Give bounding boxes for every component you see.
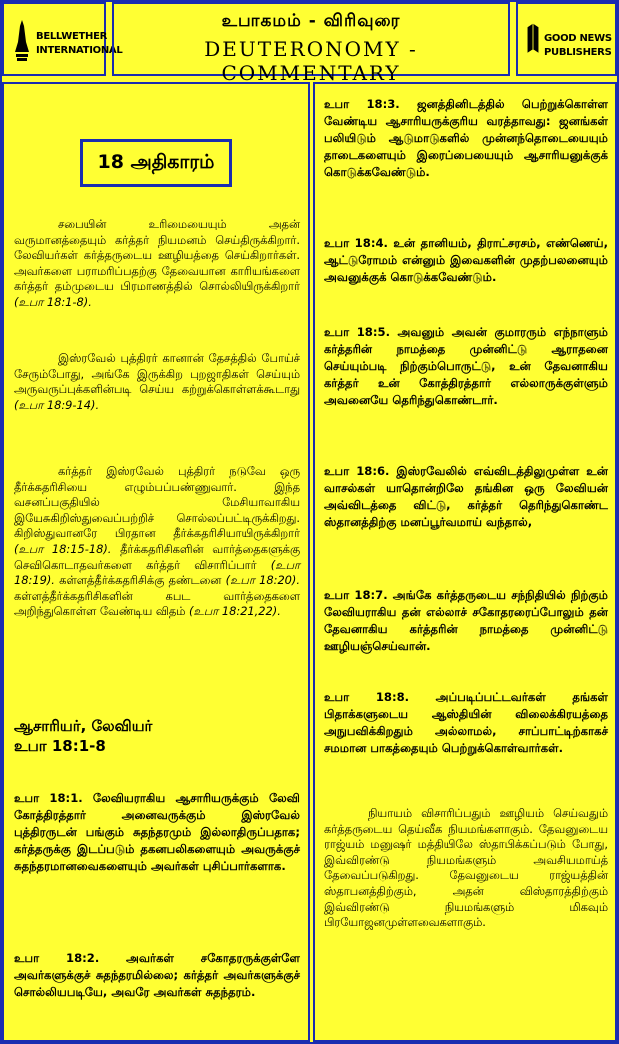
right-column <box>313 82 617 1042</box>
third-text-c: தீர்க்கதரிசிகளின் வார்த்தைகளுக்கு செவிகொடாதவர்களை கர்த்தர் விசாரிப்பார் <box>14 541 300 572</box>
bell-logo-icon <box>14 18 30 62</box>
verse-18-3: உபா 18:3. ஜனத்தினிடத்தில் பெற்றுக்கொள்ள வேண்டிய ஆசாரியருக்குரிய வரத்தாவது: ஜனங்கள் பலியிடும் ஆடுமாடுகளில் முன்னந்தொடையையும் தாடைகளையும் இரைப்பையையும் ஆசாரியனுக்குக் கொடுக்கவேண்டும். <box>324 97 608 179</box>
section-title <box>14 716 152 756</box>
third-ref-f: (உபா 18:20). <box>225 573 300 588</box>
third-text-a: கர்த்தர் இஸ்ரவேல் புத்திரர் நடுவே ஒரு தீர்க்கதரிசியை எழும்பப்பண்ணுவார். இந்த வசனப்பகுதியில் மேசியாவாகிய இயேசுகிறிஸ்துவைப்பற்றிச் சொல்லப்பட்டிருக்கிறது. கிறிஸ்துவானரே பிரதான தீர்க்கதரிசியாயிருக்கிறார் <box>14 464 300 541</box>
third-ref-d: (உபா 18:19). <box>14 557 301 588</box>
title-english: DEUTERONOMY - COMMENTARY <box>204 37 418 85</box>
verse-18-1: உபா 18:1. லேவியராகிய ஆசாரியருக்கும் லேவி கோத்திரத்தார் அனைவருக்கும் இஸ்ரவேல் புத்திரருடன் பங்கும் சுதந்தரமும் இல்லாதிருப்பதாக; கர்த்தருக்கு இடப்படும் தகனபலிகளையும் அவருக்குச் சுதந்தரமானவைகளையும் அவர்கள் புசிப்பார்களாக. <box>14 791 300 873</box>
verse-18-7: உபா 18:7. அங்கே கர்த்தருடைய சந்நிதியில் நிற்கும் லேவியராகிய தன் எல்லாச் சகோதரரைப்போலும் தன் தேவனாகிய கர்த்தரின் நாமத்தை முன்னிட்டு ஊழியஞ்செய்வான். <box>324 588 608 653</box>
logo-right-text <box>544 32 612 60</box>
section-title-text: ஆசாரியர், லேவியர் <box>14 717 153 735</box>
second-ref: (உபா 18:9-14). <box>14 397 100 412</box>
logo-right-line1: GOOD NEWS <box>544 33 612 44</box>
third-paragraph <box>14 464 300 620</box>
verse-18-4: உபா 18:4. உன் தானியம், திராட்சரசம், எண்ணெய், ஆட்டுரோமம் என்னும் இவைகளின் முதற்பலனையும் அவனுக்குக் கொடுக்கவேண்டும். <box>324 236 608 284</box>
intro-paragraph <box>14 217 300 311</box>
second-paragraph <box>14 351 300 413</box>
second-text: இஸ்ரவேல் புத்திரர் கானான் தேசத்தில் போய்ச் சேரும்போது, அங்கே இருக்கிற புறஜாதிகள் செய்யும் அருவருப்புக்களின்படி செய்ய கற்றுக்கொள்ளக்கூடாது <box>14 351 300 397</box>
closing-paragraph: நியாயம் விசாரிப்பதும் ஊழியம் செய்வதும் கர்த்தருடைய தெய்வீக நியமங்களாகும். தேவனுடைய ராஜ்யம் மனுஷர் மத்தியிலே ஸ்தாபிக்கப்படும் போது, இவ்விரண்டு நியமங்களும் அவசியமாய்த் தேவைப்படுகிறது. தேவனுடைய ராஜ்யத்தின் ஸ்தாபனத்திற்கும், அதன் விஸ்தாரத்திற்கும் இவ்விரண்டு நியமங்களும் மிகவும் பிரயோஜனமுள்ளவைகளாகும். <box>324 806 608 930</box>
third-text-e: கள்ளத்தீர்க்கதரிசிக்கு தண்டனை <box>59 573 222 588</box>
bellwether-logo <box>10 16 123 66</box>
intro-ref: (உபா 18:1-8). <box>14 294 92 309</box>
verse-18-6: உபா 18:6. இஸ்ரவேலில் எவ்விடத்திலுமுள்ள உன் வாசல்கள் யாதொன்றிலே தங்கின ஒரு லேவியன் அவ்விடத்தை விட்டு, கர்த்தர் தெரிந்துகொண்ட ஸ்தானத்திற்கு மனப்பூர்வமாய் வந்தால், <box>324 464 608 529</box>
verse-18-2: உபா 18:2. அவர்கள் சகோதரருக்குள்ளே அவர்களுக்குச் சுதந்தரமில்லை; கர்த்தர் அவர்களுக்குச் சொல்லியபடியே, அவரே அவர்கள் சுதந்தரம். <box>14 951 300 999</box>
logo-box-right <box>516 2 617 76</box>
logo-left-line2: INTERNATIONAL <box>36 45 123 56</box>
section-title-ref: உபா 18:1-8 <box>14 737 106 755</box>
verse-18-8: உபா 18:8. அப்படிப்பட்டவர்கள் தங்கள் பிதாக்களுடைய ஆஸ்தியின் விலைக்கிரயத்தை அநுபவிக்கிறதும் அல்லாமல், சாப்பாட்டிற்காகச் சமமான பாகத்தையும் பெற்றுக்கொள்வார்கள். <box>324 690 608 755</box>
logo-right-line2: PUBLISHERS <box>544 47 612 58</box>
logo-left-line1: BELLWETHER <box>36 31 108 42</box>
verse-18-5: உபா 18:5. அவனும் அவன் குமாரரும் எந்நாளும் கர்த்தரின் நாமத்தை முன்னிட்டு ஆராதனை செய்யும்படி நிற்கும்பொருட்டு, உன் தேவனாகிய கர்த்தர் உன் கோத்திரத்தார் எல்லாருக்குள்ளும் அவனையே தெரிந்துகொண்டார். <box>324 325 608 407</box>
logo-left-text <box>36 30 122 58</box>
third-text-g: கள்ளத்தீர்க்கதரிசிகளின் கபட வார்த்தைகளை அறிந்துகொள்ள வேண்டிய விதம் <box>14 588 300 619</box>
good-news-logo <box>524 16 616 66</box>
title-box <box>112 2 510 85</box>
title-tamil: உபாகமம் - விரிவுரை <box>221 11 401 31</box>
book-logo-icon <box>524 20 542 60</box>
header <box>2 2 617 85</box>
chapter-heading: 18 அதிகாரம் <box>80 139 232 187</box>
third-ref-h: (உபா 18:21,22). <box>189 604 281 619</box>
left-column <box>2 82 310 1042</box>
logo-box-left <box>2 2 123 76</box>
third-ref-b: (உபா 18:15-18). <box>14 541 112 556</box>
intro-text: சபையின் உரிமையையும் அதன் வருமானத்தையும் கர்த்தர் நியமனம் செய்திருக்கிறார். லேவியர்கள் கர்த்தருடைய ஊழியத்தை செய்கிறார்கள். அவர்களை பராமரிப்பதற்கு தேவையான காரியங்களை கர்த்தர் தம்முடைய பிரமாணத்தில் சொல்லியிருக்கிறார் <box>14 217 300 294</box>
